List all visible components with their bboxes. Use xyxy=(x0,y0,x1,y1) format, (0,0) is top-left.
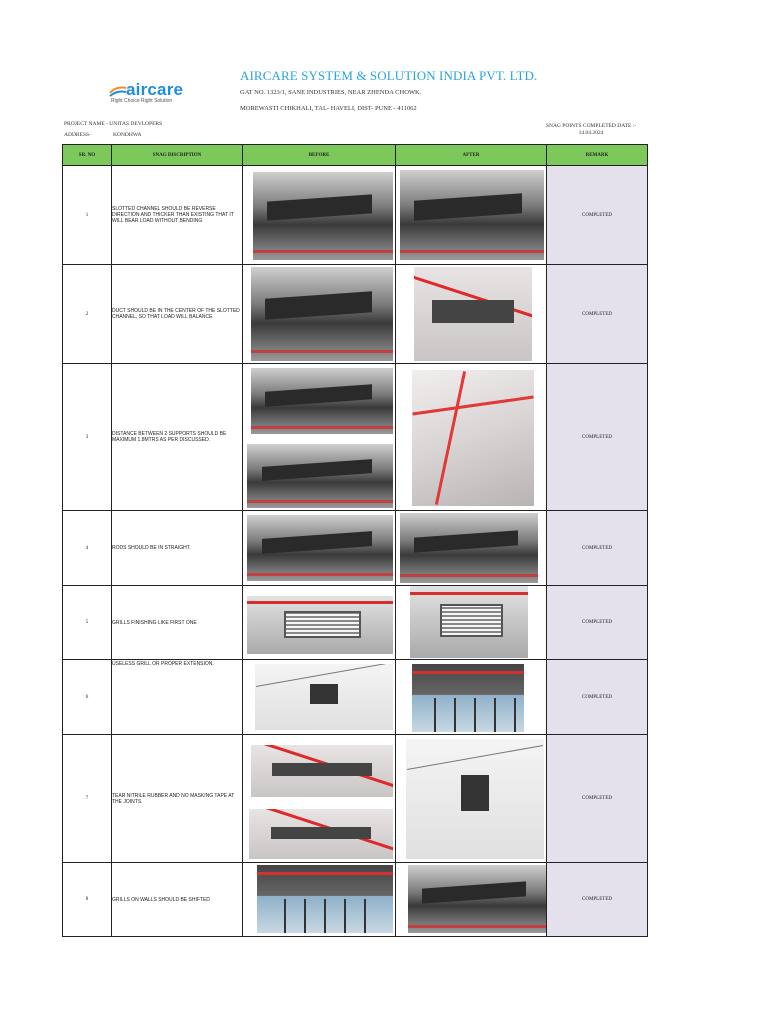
before-photo-cell xyxy=(243,364,396,511)
snag-table xyxy=(62,144,648,937)
row-sr-no: 6 xyxy=(63,660,112,735)
table-row xyxy=(63,265,648,364)
table-row xyxy=(63,863,648,937)
after-photo xyxy=(410,586,528,658)
row-description: TEAR NITRILE RUBBER AND NO MASKING TAPE AT THE JOINTS. xyxy=(112,735,243,863)
row-remark: COMPLETED xyxy=(547,166,648,265)
before-photo xyxy=(249,809,393,859)
row-remark: COMPLETED xyxy=(547,265,648,364)
address-label: ADDRESS- xyxy=(64,132,91,138)
logo-tagline: Right Choice Right Solution xyxy=(111,98,173,104)
after-photo-cell xyxy=(396,364,547,511)
before-photo-cell xyxy=(243,265,396,364)
project-name: PROJECT NAME - UNITAS DEVLOPERS xyxy=(64,121,163,127)
row-description: USELESS GRILL OR PROPER EXTENSION. xyxy=(112,660,243,735)
after-photo xyxy=(406,739,544,859)
row-sr-no: 5 xyxy=(63,586,112,660)
company-address-line2: MOREWASTI CHIKHALI, TAL- HAVELI, DIST- PUNE - 411062 xyxy=(240,105,417,112)
header-before: BEFORE xyxy=(243,145,396,166)
before-photo xyxy=(247,444,393,508)
after-photo-cell xyxy=(396,660,547,735)
row-remark: COMPLETED xyxy=(547,660,648,735)
row-sr-no: 3 xyxy=(63,364,112,511)
company-address-line1: GAT NO. 1323/1, SANE INDUSTRIES, NEAR ZHENDA CHOWK. xyxy=(240,89,422,96)
after-photo xyxy=(400,170,544,260)
after-photo xyxy=(414,267,532,361)
before-photo-cell xyxy=(243,511,396,586)
table-row xyxy=(63,166,648,265)
before-photo xyxy=(253,172,393,260)
before-photo xyxy=(257,865,393,933)
after-photo-cell xyxy=(396,863,547,937)
before-photo-cell xyxy=(243,735,396,863)
before-photo-cell xyxy=(243,863,396,937)
logo-wordmark: aircare xyxy=(126,80,184,99)
row-description: DUCT SHOULD BE IN THE CENTER OF THE SLOTTED CHANNEL, SO THAT LOAD WILL BALANCE xyxy=(112,265,243,364)
snag-completed-date-value: 14.04.2024 xyxy=(578,130,604,136)
before-photo xyxy=(251,368,393,434)
header-description: SNAG DISCRIPTION xyxy=(112,145,243,166)
after-photo xyxy=(412,664,524,732)
row-sr-no: 7 xyxy=(63,735,112,863)
row-remark: COMPLETED xyxy=(547,364,648,511)
header-after: AFTER xyxy=(396,145,547,166)
table-row xyxy=(63,511,648,586)
table-row xyxy=(63,364,648,511)
before-photo xyxy=(247,515,393,581)
after-photo-cell xyxy=(396,511,547,586)
before-photo-cell xyxy=(243,166,396,265)
before-photo xyxy=(251,745,393,797)
after-photo xyxy=(400,513,538,583)
row-remark: COMPLETED xyxy=(547,735,648,863)
row-sr-no: 8 xyxy=(63,863,112,937)
before-photo xyxy=(251,267,393,361)
table-row xyxy=(63,735,648,863)
before-photo xyxy=(255,664,393,730)
row-sr-no: 1 xyxy=(63,166,112,265)
after-photo-cell xyxy=(396,166,547,265)
address-value: KONDHWA xyxy=(113,132,142,138)
header-sr-no: SR. NO xyxy=(63,145,112,166)
row-remark: COMPLETED xyxy=(547,863,648,937)
company-name: AIRCARE SYSTEM & SOLUTION INDIA PVT. LTD. xyxy=(240,68,538,83)
before-photo-cell xyxy=(243,660,396,735)
row-remark: COMPLETED xyxy=(547,586,648,660)
after-photo-cell xyxy=(396,735,547,863)
before-photo xyxy=(247,596,393,654)
after-photo-cell xyxy=(396,586,547,660)
company-logo xyxy=(108,82,218,106)
row-description: GRILLS ON WALLS SHOULD BE SHIFTED xyxy=(112,863,243,937)
table-row xyxy=(63,586,648,660)
table-header-row xyxy=(63,145,648,166)
snag-completed-date xyxy=(536,123,646,137)
row-remark: COMPLETED xyxy=(547,511,648,586)
after-photo xyxy=(408,865,546,933)
before-photo-cell xyxy=(243,586,396,660)
row-description: SLOTTED CHANNEL SHOULD BE REVERSE DIRECTION AND THICKER THAN EXISTING THAT IT WILL BEAR LOAD WITHOUT BENDING xyxy=(112,166,243,265)
row-description: GRILLS FINISHING LIKE FIRST ONE xyxy=(112,586,243,660)
table-row xyxy=(63,660,648,735)
after-photo xyxy=(412,370,534,506)
row-sr-no: 4 xyxy=(63,511,112,586)
row-sr-no: 2 xyxy=(63,265,112,364)
header-remark: REMARK xyxy=(547,145,648,166)
snag-completed-date-label: SNAG POINTS COMPLETED DATE :- xyxy=(545,123,637,129)
row-description: RODS SHOULD BE IN STRAIGHT. xyxy=(112,511,243,586)
after-photo-cell xyxy=(396,265,547,364)
row-description: DISTANCE BETWEEN 2 SUPPORTS SHOULD BE MAXIMUM 1.8MTRS AS PER DISCUSSED. xyxy=(112,364,243,511)
